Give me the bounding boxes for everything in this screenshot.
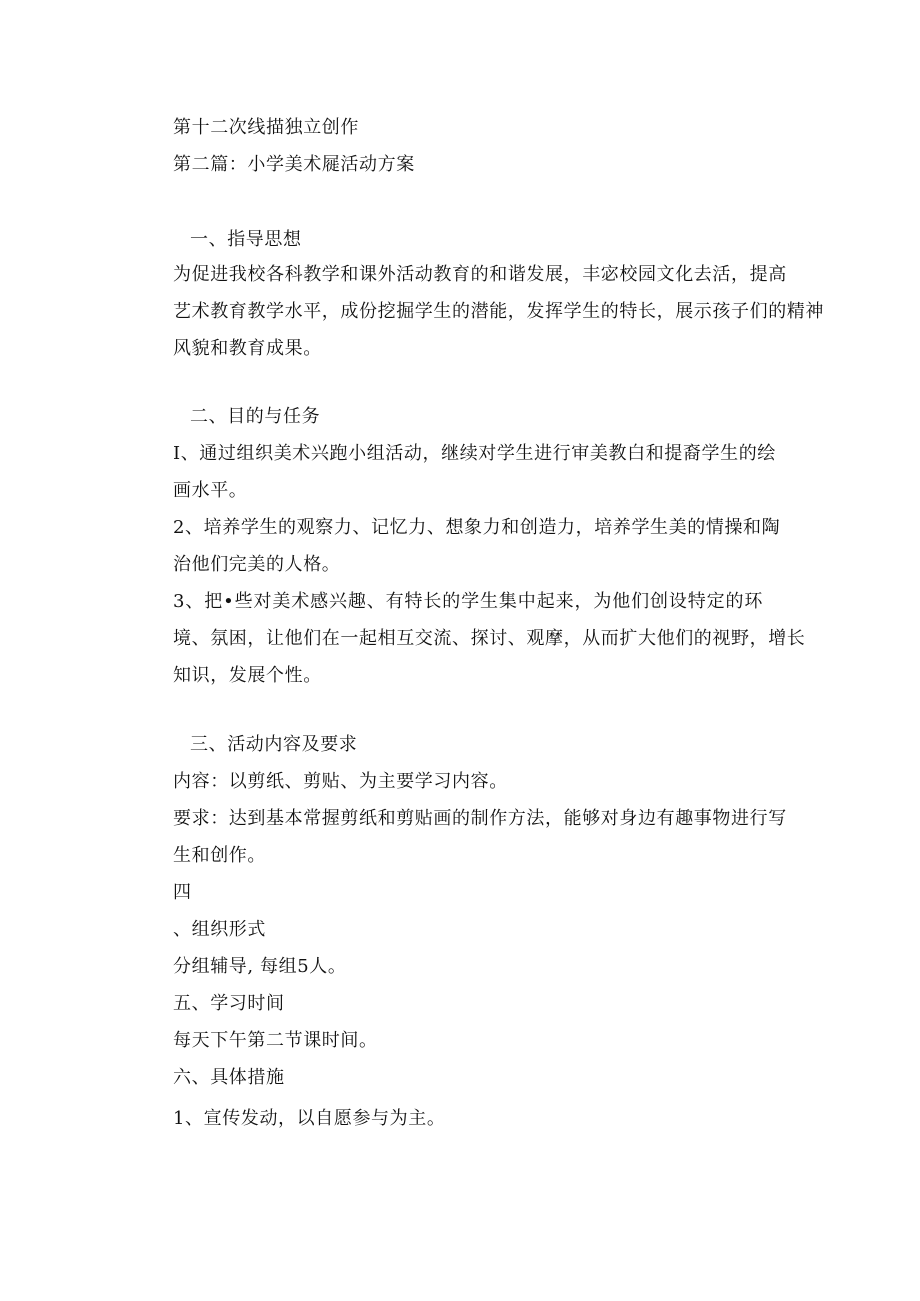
paragraph-line: 要求：达到基本常握剪纸和剪贴画的制作方法，能够对身边有趣事物进行写: [173, 808, 787, 829]
paragraph-line: 为促进我校各科教学和课外活动教育的和谐发展，丰宓校园文化去活，提高: [173, 264, 787, 285]
paragraph-line: 生和创作。: [173, 845, 266, 866]
list-item-line: 画水平。: [173, 480, 248, 501]
paragraph-line: 艺术教育教学水平，成份挖掘学生的潜能，发挥学生的特长，展示孩子们的精神: [173, 301, 824, 322]
doc-line: 第十二次线描独立创作: [173, 117, 359, 138]
paragraph-line: 每天下午第二节课时间。: [173, 1030, 378, 1051]
section-heading: 六、具体措施: [173, 1067, 285, 1088]
list-item-line: 境、氛困，让他们在一起相互交流、探讨、观摩，从而扩大他们的视野，增长: [173, 628, 806, 649]
list-item-line: 治他们完美的人格。: [173, 554, 341, 575]
section-heading: 五、学习时间: [173, 993, 285, 1014]
section-heading-number: 四: [173, 882, 192, 903]
section-heading: 一、指导思想: [190, 229, 302, 250]
section-heading: 三、活动内容及要求: [190, 734, 358, 755]
paragraph-line: 内容：以剪纸、剪贴、为主要学习内容。: [173, 771, 508, 792]
list-item-line: 1、宣传发动，以自愿参与为主。: [173, 1108, 446, 1129]
paragraph-line: 分组辅导, 每组5人。: [173, 956, 347, 977]
list-item-line: 3、把•些对美术感兴趣、有特长的学生集中起来，为他们创设特定的环: [173, 591, 763, 612]
doc-subtitle: 第二篇：小学美术屣活动方案: [173, 154, 415, 175]
section-heading: 二、目的与任务: [190, 406, 321, 427]
section-heading: 、组织形式: [173, 919, 266, 940]
list-item-line: 2、培养学生的观察力、记忆力、想象力和创造力，培养学生美的情操和陶: [173, 517, 781, 538]
paragraph-line: 风貌和教育成果。: [173, 338, 322, 359]
list-item-line: 知识，发展个性。: [173, 665, 322, 686]
list-item-line: I、通过组织美术兴跑小组活动，继续对学生进行审美教白和提裔学生的绘: [173, 443, 776, 464]
